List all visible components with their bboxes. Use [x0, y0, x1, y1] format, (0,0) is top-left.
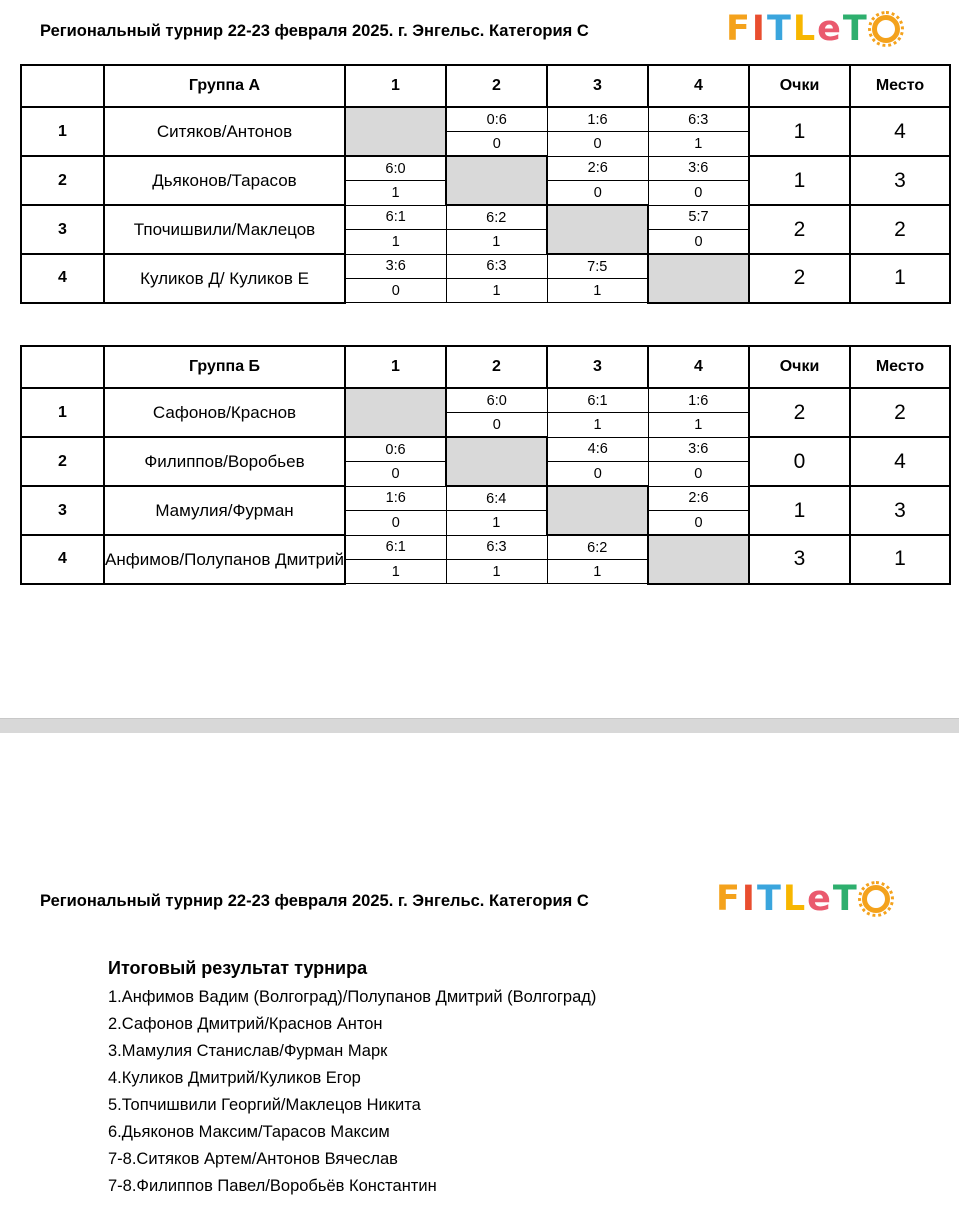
match-score: 0:6 — [345, 437, 446, 462]
place-value: 4 — [850, 107, 950, 156]
group-name: Группа Б — [104, 346, 345, 388]
match-result: 1 — [345, 230, 446, 255]
match-score: 6:1 — [345, 535, 446, 560]
place-value: 1 — [850, 535, 950, 584]
place-value: 4 — [850, 437, 950, 486]
team-name: Дьяконов/Тарасов — [104, 156, 345, 205]
place-value: 3 — [850, 156, 950, 205]
match-score: 0:6 — [446, 107, 547, 132]
sun-icon — [862, 885, 890, 913]
place-value: 3 — [850, 486, 950, 535]
place-value: 2 — [850, 388, 950, 437]
result-item: 3.Мамулия Станислав/Фурман Марк — [108, 1042, 388, 1060]
group-a-table — [20, 64, 951, 304]
match-result: 0 — [446, 413, 547, 438]
points-value: 3 — [749, 535, 850, 584]
match-result: 1 — [648, 132, 749, 157]
match-score: 7:5 — [547, 254, 648, 279]
match-result: 0 — [446, 132, 547, 157]
match-score: 2:6 — [648, 486, 749, 511]
points-value: 1 — [749, 156, 850, 205]
row-number: 1 — [21, 107, 104, 156]
column-header-c1: 1 — [345, 346, 446, 388]
page-divider — [0, 718, 959, 733]
column-header-place: Место — [850, 65, 950, 107]
match-score: 1:6 — [648, 388, 749, 413]
final-results — [108, 958, 596, 1200]
match-result: 0 — [648, 511, 749, 536]
column-header-c3: 3 — [547, 65, 648, 107]
self-match-cell — [547, 205, 648, 254]
match-score: 3:6 — [648, 437, 749, 462]
column-header-place: Место — [850, 346, 950, 388]
result-item: 6.Дьяконов Максим/Тарасов Максим — [108, 1123, 390, 1141]
match-score: 6:3 — [446, 254, 547, 279]
points-value: 0 — [749, 437, 850, 486]
column-header-points: Очки — [749, 346, 850, 388]
result-item: 7-8.Ситяков Артем/Антонов Вячеслав — [108, 1150, 398, 1168]
column-header-c4: 4 — [648, 65, 749, 107]
table-row — [21, 437, 950, 462]
match-result: 0 — [547, 132, 648, 157]
match-score: 3:6 — [345, 254, 446, 279]
row-number: 2 — [21, 156, 104, 205]
header-row — [21, 346, 950, 388]
self-match-cell — [547, 486, 648, 535]
fitleto-logo: FITLeT — [726, 12, 900, 47]
column-header-c2: 2 — [446, 65, 547, 107]
points-value: 2 — [749, 254, 850, 303]
row-number: 2 — [21, 437, 104, 486]
result-item: 2.Сафонов Дмитрий/Краснов Антон — [108, 1015, 383, 1033]
match-result: 1 — [446, 279, 547, 303]
match-result: 1 — [446, 511, 547, 536]
match-score: 4:6 — [547, 437, 648, 462]
match-result: 0 — [345, 279, 446, 303]
team-name: Тпочишвили/Маклецов — [104, 205, 345, 254]
group-name: Группа А — [104, 65, 345, 107]
match-score: 6:2 — [446, 205, 547, 230]
row-number: 1 — [21, 388, 104, 437]
place-value: 1 — [850, 254, 950, 303]
match-score: 6:3 — [446, 535, 547, 560]
match-result: 0 — [648, 462, 749, 487]
result-item: 4.Куликов Дмитрий/Куликов Егор — [108, 1069, 361, 1087]
row-number: 3 — [21, 486, 104, 535]
match-result: 1 — [648, 413, 749, 438]
match-result: 0 — [648, 230, 749, 255]
sun-icon — [872, 15, 900, 43]
final-results-list — [108, 984, 596, 1200]
column-header-c1: 1 — [345, 65, 446, 107]
column-header-c3: 3 — [547, 346, 648, 388]
self-match-cell — [345, 388, 446, 437]
team-name: Сафонов/Краснов — [104, 388, 345, 437]
team-name: Филиппов/Воробьев — [104, 437, 345, 486]
match-score: 6:1 — [547, 388, 648, 413]
place-value: 2 — [850, 205, 950, 254]
team-name: Мамулия/Фурман — [104, 486, 345, 535]
column-header-c4: 4 — [648, 346, 749, 388]
match-score: 6:2 — [547, 535, 648, 560]
table-row — [21, 156, 950, 181]
fitleto-logo: FITLeT — [716, 882, 890, 917]
result-item: 7-8.Филиппов Павел/Воробьёв Константин — [108, 1177, 437, 1195]
match-score: 6:0 — [345, 156, 446, 181]
match-result: 1 — [547, 560, 648, 584]
header-empty — [21, 346, 104, 388]
team-name: Куликов Д/ Куликов Е — [104, 254, 345, 303]
points-value: 1 — [749, 486, 850, 535]
team-name: Анфимов/Полупанов Дмитрий — [104, 535, 345, 584]
match-score: 1:6 — [345, 486, 446, 511]
table-row — [21, 486, 950, 511]
row-number: 4 — [21, 254, 104, 303]
match-result: 1 — [446, 560, 547, 584]
match-result: 1 — [345, 560, 446, 584]
match-score: 6:0 — [446, 388, 547, 413]
result-item: 1.Анфимов Вадим (Волгоград)/Полупанов Дмитрий (Волгоград) — [108, 988, 597, 1006]
table-row — [21, 107, 950, 132]
column-header-c2: 2 — [446, 346, 547, 388]
match-score: 5:7 — [648, 205, 749, 230]
match-score: 6:1 — [345, 205, 446, 230]
self-match-cell — [446, 437, 547, 486]
match-result: 1 — [345, 181, 446, 206]
row-number: 3 — [21, 205, 104, 254]
match-result: 0 — [345, 462, 446, 487]
match-score: 6:4 — [446, 486, 547, 511]
match-score: 2:6 — [547, 156, 648, 181]
match-result: 0 — [547, 181, 648, 206]
points-value: 2 — [749, 388, 850, 437]
points-value: 1 — [749, 107, 850, 156]
match-result: 0 — [547, 462, 648, 487]
self-match-cell — [648, 535, 749, 584]
column-header-points: Очки — [749, 65, 850, 107]
page-title-top: Региональный турнир 22-23 февраля 2025. г. Энгельс. Категория С — [40, 22, 589, 40]
match-score: 1:6 — [547, 107, 648, 132]
result-item: 5.Топчишвили Георгий/Маклецов Никита — [108, 1096, 421, 1114]
match-result: 1 — [446, 230, 547, 255]
row-number: 4 — [21, 535, 104, 584]
table-row — [21, 535, 950, 560]
match-result: 0 — [345, 511, 446, 536]
team-name: Ситяков/Антонов — [104, 107, 345, 156]
self-match-cell — [345, 107, 446, 156]
match-result: 1 — [547, 279, 648, 303]
header-empty — [21, 65, 104, 107]
table-row — [21, 388, 950, 413]
match-result: 0 — [648, 181, 749, 206]
self-match-cell — [446, 156, 547, 205]
table-row — [21, 205, 950, 230]
final-results-heading: Итоговый результат турнира — [108, 958, 368, 978]
table-row — [21, 254, 950, 279]
page-title-bottom: Региональный турнир 22-23 февраля 2025. г. Энгельс. Категория С — [40, 892, 589, 910]
points-value: 2 — [749, 205, 850, 254]
self-match-cell — [648, 254, 749, 303]
match-score: 6:3 — [648, 107, 749, 132]
match-score: 3:6 — [648, 156, 749, 181]
header-row — [21, 65, 950, 107]
match-result: 1 — [547, 413, 648, 438]
group-b-table — [20, 345, 951, 585]
